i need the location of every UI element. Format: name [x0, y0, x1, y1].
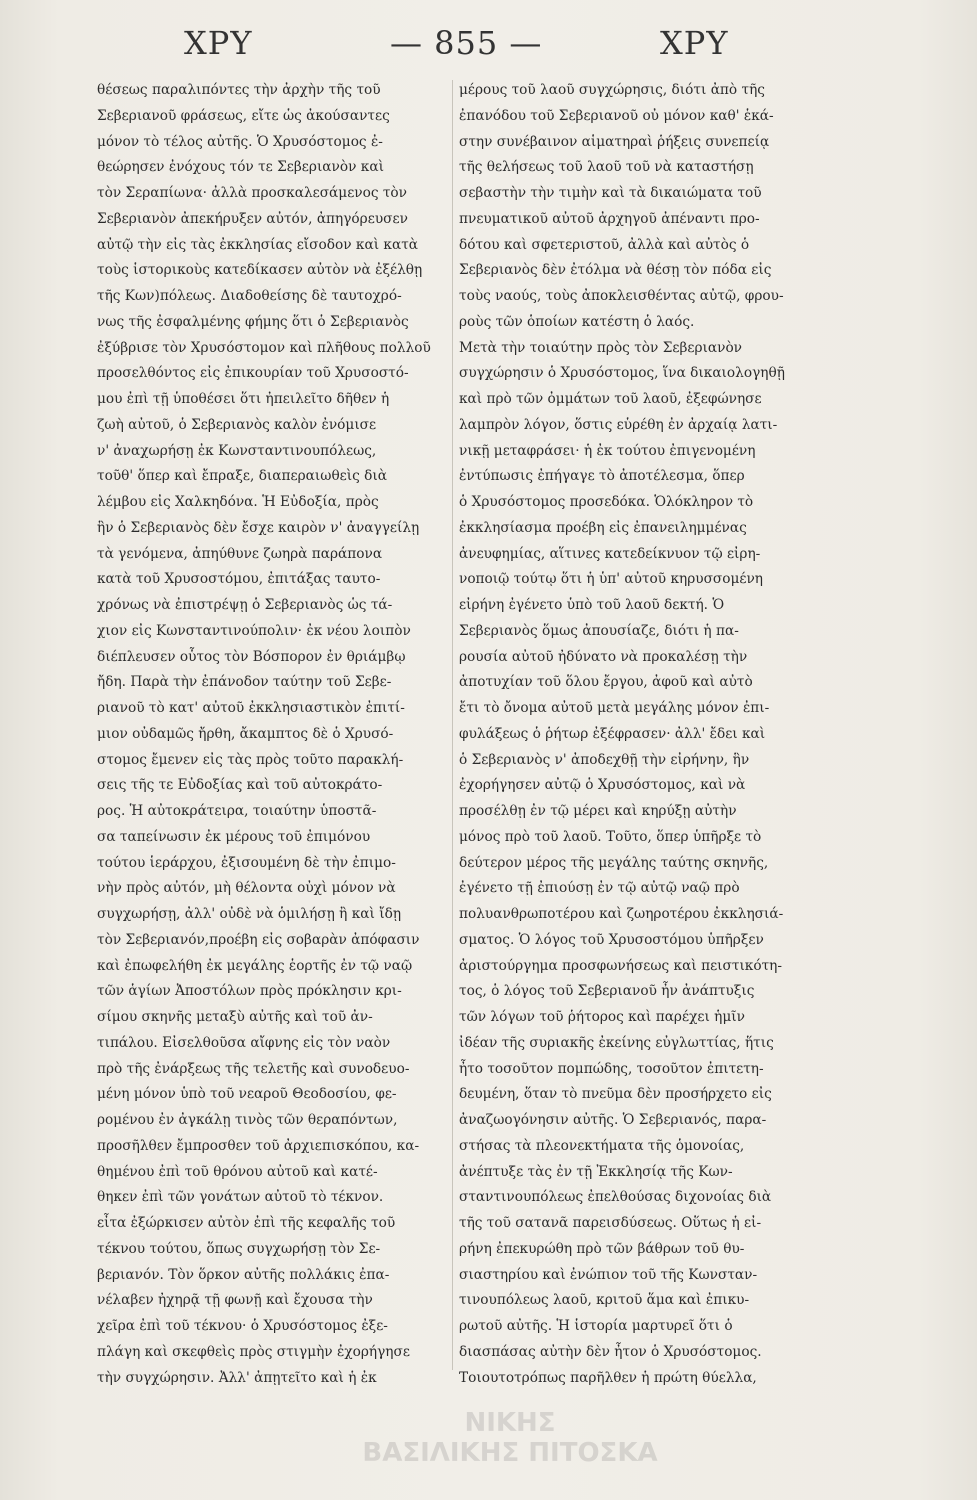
text-line: νως τῆς ἐσφαλμένης φήμης ὅτι ὁ Σεβεριανὸς: [97, 313, 409, 330]
text-line: τέκνου τούτου, ὅπως συγχωρήσῃ τὸν Σε-: [97, 1240, 381, 1257]
text-line: σα ταπείνωσιν ἐκ μέρους τοῦ ἐπιμόνου: [97, 828, 371, 845]
text-line: στομος ἔμενεν εἰς τὰς πρὸς τοῦτο παρακλή-: [97, 751, 404, 768]
text-line: θημένου ἐπὶ τοῦ θρόνου αὐτοῦ καὶ κατέ-: [97, 1163, 378, 1180]
text-line: νικῇ μεταφράσει· ἡ ἐκ τούτου ἐπιγενομένη: [459, 442, 756, 459]
text-line: ν' ἀναχωρήσῃ ἐκ Κωνσταντινουπόλεως,: [97, 442, 377, 459]
text-line: μιον οὐδαμῶς ἤρθη, ἄκαμπτος δὲ ὁ Χρυσό-: [97, 725, 394, 742]
text-line: σίμου σκηνῆς μεταξὺ αὐτῆς καὶ τοῦ ἀν-: [97, 1009, 373, 1025]
text-line: τὰ γενόμενα, ἀπηύθυνε ζωηρὰ παράπονα: [97, 545, 383, 562]
text-line: σματος. Ὁ λόγος τοῦ Χρυσοστόμου ὑπῆρξεν: [459, 931, 764, 948]
text-line: τὴν συγχώρησιν. Ἀλλ' ἀπῃτεῖτο καὶ ἡ ἐκ: [97, 1369, 377, 1386]
text-line: ἐξύβρισε τὸν Χρυσόστομον καὶ πλῆθους πολλοῦ: [97, 339, 431, 356]
text-line: προσῆλθεν ἔμπροσθεν τοῦ ἀρχιεπισκόπου, κα-: [97, 1137, 420, 1154]
text-line: τὸν Σεβεριανόν,προέβη εἰς σοβαρὰν ἀπόφασιν: [97, 931, 420, 948]
text-line: ροὺς τῶν ὁποίων κατέστη ὁ λαός.: [459, 313, 695, 330]
text-line: νέλαβεν ἠχηρᾷ τῇ φωνῇ καὶ ἔχουσα τὴν: [97, 1292, 373, 1309]
text-line: πρὸ τῆς ἐνάρξεως τῆς τελετῆς καὶ συνοδευο-: [97, 1060, 410, 1077]
text-line: ρήνη ἐπεκυρώθη πρὸ τῶν βάθρων τοῦ θυ-: [459, 1240, 745, 1257]
text-line: αὐτῷ τὴν εἰς τὰς ἐκκλησίας εἴσοδον καὶ κατὰ: [97, 236, 419, 253]
text-line: ζωὴ αὐτοῦ, ὁ Σεβεριανὸς καλὸν ἐνόμισε: [97, 416, 377, 433]
text-line: σιαστηρίου καὶ ἐνώπιον τοῦ τῆς Κωνσταν-: [459, 1266, 758, 1283]
text-line: νοποιῷ τούτῳ ὅτι ἡ ὑπ' αὐτοῦ κηρυσσομένη: [459, 571, 764, 588]
text-line: δότου καὶ σφετεριστοῦ, ἀλλὰ καὶ αὐτὸς ὁ: [459, 236, 750, 253]
text-line: ἦτο τοσοῦτον πομπώδης, τοσοῦτον ἐπιτετη-: [459, 1060, 764, 1077]
text-line: καὶ ἐπωφελήθη ἐκ μεγάλης ἑορτῆς ἐν τῷ ναῷ: [97, 957, 413, 974]
text-line: ἀνευφημίας, αἵτινες κατεδείκνυον τῷ εἰρη-: [459, 545, 761, 562]
text-line: θεώρησεν ἐνόχους τόν τε Σεβεριανὸν καὶ: [97, 159, 384, 176]
text-line: Σεβεριανὸς δὲν ἐτόλμα νὰ θέσῃ τὸν πόδα εἰς: [459, 262, 772, 279]
text-line: τῆς θελήσεως τοῦ λαοῦ τοῦ νὰ καταστήσῃ: [459, 159, 754, 176]
text-line: καὶ πρὸ τῶν ὀμμάτων τοῦ λαοῦ, ἐξεφώνησε: [459, 391, 762, 407]
text-line: μένη μόνον ὑπὸ τοῦ νεαροῦ Θεοδοσίου, φε-: [97, 1086, 397, 1103]
text-line: βεριανόν. Τὸν ὅρκον αὐτῆς πολλάκις ἐπα-: [97, 1266, 390, 1283]
text-line: ἐχορήγησεν αὐτῷ ὁ Χρυσόστομος, καὶ νὰ: [459, 777, 746, 794]
text-line: ἐντύπωσις ἐπήγαγε τὸ ἀποτέλεσμα, ὅπερ: [459, 468, 745, 485]
text-line: τῆς Κων)πόλεως. Διαδοθείσης δὲ ταυτοχρό-: [97, 288, 402, 304]
text-line: εἶτα ἐξώρκισεν αὐτὸν ἐπὶ τῆς κεφαλῆς τοῦ: [97, 1215, 396, 1231]
text-line: προσέλθῃ ἐν τῷ μέρει καὶ κηρύξῃ αὐτὴν: [459, 803, 737, 819]
text-line: φυλάξεως ὁ ῥήτωρ ἐξέφρασεν· ἀλλ' ἔδει καὶ: [459, 725, 766, 742]
text-line: μέρους τοῦ λαοῦ συγχώρησις, διότι ἀπὸ τῆς: [459, 82, 765, 98]
text-line: ρομένου ἐν ἀγκάλῃ τινὸς τῶν θεραπόντων,: [97, 1112, 398, 1128]
text-line: μόνος πρὸ τοῦ λαοῦ. Τοῦτο, ὅπερ ὑπῆρξε τὸ: [459, 828, 762, 845]
column-divider: [452, 80, 453, 1370]
text-line: τὸν Σεραπίωνα· ἀλλὰ προσκαλεσάμενος τὸν: [97, 185, 407, 201]
header-right-keyword: ΧΡΥ: [660, 24, 729, 62]
text-line: ριανοῦ τὸ κατ' αὐτοῦ ἐκκλησιαστικὸν ἐπιτί-: [97, 700, 405, 716]
text-line: σταντινουπόλεως ἐπελθούσας διχονοίας διὰ: [459, 1189, 772, 1206]
text-line: μόνον τὸ τέλος αὐτῆς. Ὁ Χρυσόστομος ἐ-: [97, 133, 383, 150]
text-line: διασπάσας αὐτὴν δὲν ἦτον ὁ Χρυσόστομος.: [459, 1343, 762, 1360]
text-line: νὴν πρὸς αὐτόν, μὴ θέλοντα οὐχὶ μόνον νὰ: [97, 880, 396, 897]
text-line: λέμβου εἰς Χαλκηδόνα. Ἡ Εὐδοξία, πρὸς: [97, 494, 379, 510]
text-line: τινουπόλεως λαοῦ, κριτοῦ ἅμα καὶ ἐπικυ-: [459, 1292, 750, 1309]
text-line: τῶν ἁγίων Ἀποστόλων πρὸς πρόκλησιν κρι-: [97, 983, 402, 1000]
watermark-line-1: ΝΙΚΗΣ: [464, 1408, 556, 1438]
text-line: ρωτοῦ αὐτῆς. Ἡ ἱστορία μαρτυρεῖ ὅτι ὁ: [459, 1318, 733, 1334]
watermark-line-2: ΒΑΣΙΛΙΚΗΣ ΠΙΤΟΣΚΑ: [362, 1438, 658, 1468]
text-line: ἰδέαν τῆς συριακῆς ἐκείνης εὐγλωττίας, ἥτις: [459, 1034, 774, 1051]
text-line: τοὺς ναούς, τοὺς ἀποκλεισθέντας αὐτῷ, φρου-: [459, 288, 784, 304]
text-line: Σεβεριανὸν ἀπεκήρυξεν αὐτόν, ἀπηγόρευσεν: [97, 210, 408, 227]
text-line: εἰρήνη ἐγένετο ὑπὸ τοῦ λαοῦ δεκτή. Ὁ: [459, 597, 725, 613]
running-header: [60, 24, 886, 68]
text-line: ἀνέπτυξε τὰς ἐν τῇ Ἐκκλησίᾳ τῆς Κων-: [459, 1163, 733, 1180]
text-line: ἐγένετο τῇ ἐπιούσῃ ἐν τῷ αὐτῷ ναῷ πρὸ: [459, 880, 740, 897]
text-line: Σεβεριανοῦ φράσεως, εἴτε ὡς ἀκούσαντες: [97, 107, 390, 124]
text-line: θηκεν ἐπὶ τῶν γονάτων αὐτοῦ τὸ τέκνον.: [97, 1189, 384, 1206]
text-line: Τοιουτοτρόπως παρῆλθεν ἡ πρώτη θύελλα,: [459, 1369, 757, 1386]
text-line: ὁ Χρυσόστομος προσεδόκα. Ὁλόκληρον τὸ: [459, 494, 754, 510]
text-line: θέσεως παραλιπόντες τὴν ἀρχὴν τῆς τοῦ: [97, 82, 381, 98]
left-text-column: [97, 78, 443, 1423]
text-line: ἀποτυχίαν τοῦ ὅλου ἔργου, ἀφοῦ καὶ αὐτὸ: [459, 674, 753, 691]
text-line: συγχωρήσῃ, ἀλλ' οὐδὲ νὰ ὁμιλήσῃ ἢ καὶ ἴδῃ: [97, 906, 402, 922]
text-line: σεβαστὴν τὴν τιμὴν καὶ τὰ δικαιώματα τοῦ: [459, 185, 762, 201]
text-line: δευμένη, ὅταν τὸ πνεῦμα δὲν προσήρχετο εἰς: [459, 1086, 772, 1103]
text-line: στην συνέβαινον αἱματηραὶ ῥήξεις συνεπείᾳ: [459, 133, 770, 150]
text-line: χρόνως νὰ ἐπιστρέψῃ ὁ Σεβεριανὸς ὡς τά-: [97, 597, 393, 613]
text-line: ἐκκλησίασμα προέβη εἰς ἐπανειλημμένας: [459, 519, 747, 536]
text-line: συγχώρησιν ὁ Χρυσόστομος, ἵνα δικαιολογηθῇ: [459, 365, 785, 382]
text-line: ρουσία αὐτοῦ ἠδύνατο νὰ προκαλέσῃ τὴν: [459, 648, 748, 665]
text-line: ἣν ὁ Σεβεριανὸς δὲν ἔσχε καιρὸν ν' ἀναγγείλῃ: [97, 519, 420, 536]
text-line: διέπλευσεν οὗτος τὸν Βόσπορον ἐν θριάμβῳ: [97, 648, 406, 665]
text-line: σεις τῆς τε Εὐδοξίας καὶ τοῦ αὐτοκράτο-: [97, 777, 383, 794]
text-line: ἔτι τὸ ὄνομα αὐτοῦ μετὰ μεγάλης μόνον ἐπι-: [459, 700, 770, 716]
text-line: ἐπανόδου τοῦ Σεβεριανοῦ οὐ μόνον καθ' ἑκά-: [459, 107, 774, 124]
text-line: τούτου ἱεράρχου, ἐξισουμένη δὲ τὴν ἐπιμο-: [97, 854, 396, 871]
text-line: ἀναζωογόνησιν αὐτῆς. Ὁ Σεβεριανός, παρα-: [459, 1112, 767, 1128]
text-line: στήσας τὰ πλεονεκτήματα τῆς ὁμονοίας,: [459, 1137, 745, 1154]
text-line: ὁ Σεβεριανὸς ν' ἀποδεχθῇ τὴν εἰρήνην, ἣν: [459, 751, 750, 768]
text-line: λαμπρὸν λόγον, ὅστις εὑρέθη ἐν ἀρχαίᾳ λατι-: [459, 416, 778, 433]
text-line: ἀριστούργημα προσφωνήσεως καὶ πειστικότη-: [459, 957, 782, 974]
text-line: ἤδη. Παρὰ τὴν ἐπάνοδον ταύτην τοῦ Σεβε-: [97, 674, 392, 691]
text-line: πλάγη καὶ σκεφθεὶς πρὸς στιγμὴν ἐχορήγησε: [97, 1343, 410, 1360]
text-line: τοῦθ' ὅπερ καὶ ἔπραξε, διαπεραιωθεὶς διὰ: [97, 468, 388, 485]
text-line: πολυανθρωποτέρου καὶ ζωηροτέρου ἐκκλησιά-: [459, 906, 784, 922]
text-line: χεῖρα ἐπὶ τοῦ τέκνου· ὁ Χρυσόστομος ἐξε-: [97, 1318, 388, 1334]
text-line: Σεβεριανὸς ὅμως ἀπουσίαζε, διότι ἡ πα-: [459, 622, 739, 639]
right-text-column: [459, 78, 805, 1423]
text-line: δεύτερον μέρος τῆς μεγάλης ταύτης σκηνῆς,: [459, 854, 769, 871]
text-line: τῶν λόγων τοῦ ῥήτορος καὶ παρέχει ἡμῖν: [459, 1009, 745, 1025]
text-line: Μετὰ τὴν τοιαύτην πρὸς τὸν Σεβεριανὸν: [459, 339, 742, 356]
text-line: μου ἐπὶ τῇ ὑποθέσει ὅτι ἠπειλεῖτο δῆθεν ἡ: [97, 391, 390, 407]
text-line: πνευματικοῦ αὐτοῦ ἀρχηγοῦ ἀπέναντι προ-: [459, 210, 760, 227]
text-line: χιον εἰς Κωνσταντινούπολιν· ἐκ νέου λοιπὸν: [97, 622, 411, 639]
text-line: ρος. Ἡ αὐτοκράτειρα, τοιαύτην ὑποστᾶ-: [97, 803, 377, 819]
header-left-keyword: ΧΡΥ: [184, 24, 253, 62]
text-line: τῆς τοῦ σατανᾶ παρεισδύσεως. Οὕτως ἡ εἰ-: [459, 1215, 762, 1231]
text-line: προσελθόντος εἰς ἐπικουρίαν τοῦ Χρυσοστό-: [97, 365, 409, 382]
library-watermark: [240, 1408, 780, 1478]
text-line: τοὺς ἱστορικοὺς κατεδίκασεν αὐτὸν νὰ ἐξέλθῃ: [97, 262, 423, 279]
page-number: — 855 —: [390, 24, 543, 62]
text-line: κατὰ τοῦ Χρυσοστόμου, ἐπιτάξας ταυτο-: [97, 571, 381, 588]
text-line: τιπάλου. Εἰσελθοῦσα αἴφνης εἰς τὸν ναὸν: [97, 1034, 391, 1051]
text-line: τος, ὁ λόγος τοῦ Σεβεριανοῦ ἦν ἀνάπτυξις: [459, 983, 755, 1000]
